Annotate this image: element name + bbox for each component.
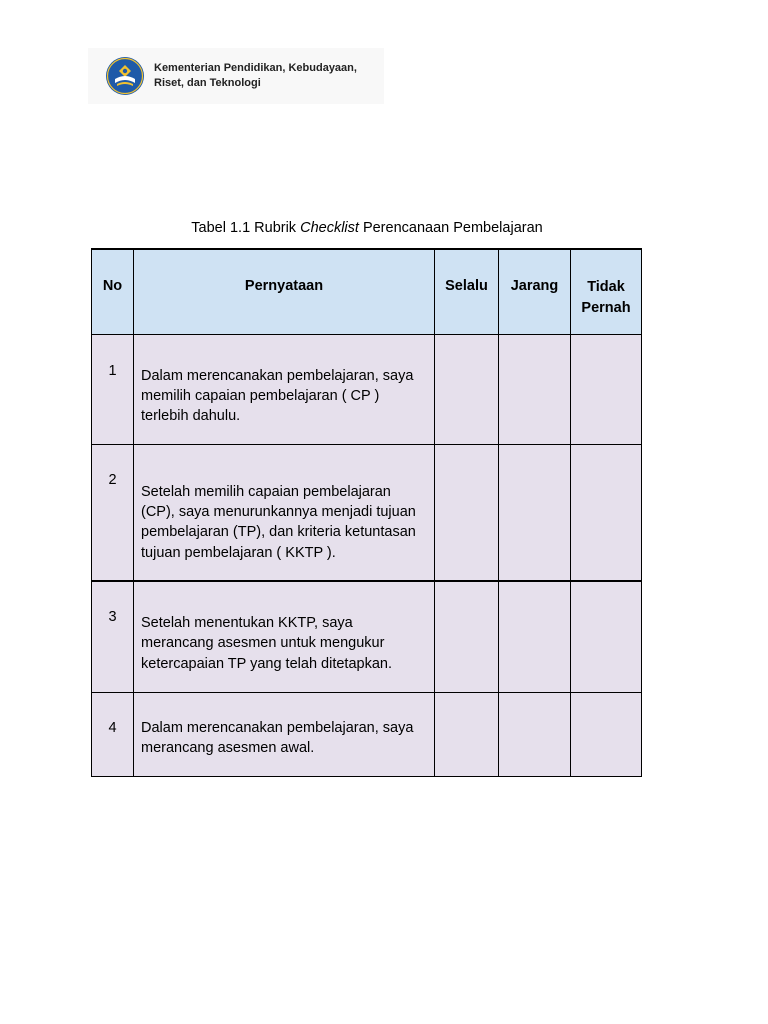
row-1-rarely-cell[interactable] — [499, 334, 571, 444]
header-always: Selalu — [435, 249, 499, 334]
ministry-name-line-1: Kementerian Pendidikan, Kebudayaan, — [154, 62, 357, 74]
statement-line: Setelah menentukan KKTP, saya — [141, 615, 353, 631]
row-statement — [134, 444, 435, 581]
statement-line: Setelah memilih capaian pembelajaran — [141, 483, 391, 500]
statement-line: Dalam merencanakan pembelajaran, saya — [141, 719, 414, 736]
statement-line: memilih capaian pembelajaran ( CP ) — [141, 387, 380, 404]
tut-wuri-handayani-emblem-icon — [105, 56, 145, 96]
statement-line: merancang asesmen awal. — [141, 739, 315, 756]
row-4-always-cell[interactable] — [435, 692, 499, 776]
row-number: 3 — [92, 581, 134, 692]
row-statement — [134, 692, 435, 776]
ministry-name — [154, 61, 357, 91]
statement-line: pembelajaran (TP), dan kriteria ketuntasan — [141, 524, 416, 541]
row-number: 1 — [92, 334, 134, 444]
row-2-always-cell[interactable] — [435, 444, 499, 581]
header-rarely: Jarang — [499, 249, 571, 334]
ministry-header — [88, 48, 384, 104]
row-4-rarely-cell[interactable] — [499, 692, 571, 776]
table-row — [92, 444, 642, 581]
row-3-never-cell[interactable] — [571, 581, 642, 692]
header-never — [571, 249, 642, 334]
header-statement: Pernyataan — [134, 249, 435, 334]
row-number: 2 — [92, 444, 134, 581]
statement-line: terlebih dahulu. — [141, 408, 241, 425]
header-no: No — [92, 249, 134, 334]
statement-line: merancang asesmen untuk mengukur — [141, 635, 385, 652]
caption-emphasis: Checklist — [300, 220, 359, 236]
ministry-name-line-2: Riset, dan Teknologi — [154, 77, 261, 89]
row-1-never-cell[interactable] — [571, 334, 642, 444]
statement-line: (CP), saya menurunkannya menjadi tujuan — [141, 503, 416, 520]
row-4-never-cell[interactable] — [571, 692, 642, 776]
table-row — [92, 581, 642, 692]
table-header-row — [92, 249, 642, 334]
header-never-line-2: Pernah — [581, 300, 631, 316]
row-3-always-cell[interactable] — [435, 581, 499, 692]
table-row — [92, 692, 642, 776]
row-2-never-cell[interactable] — [571, 444, 642, 581]
header-never-line-1: Tidak — [587, 279, 625, 295]
checklist-rubric-table — [91, 248, 642, 777]
row-number: 4 — [92, 692, 134, 776]
caption-suffix: Perencanaan Pembelajaran — [358, 220, 543, 236]
table-caption — [92, 219, 642, 237]
row-statement — [134, 334, 435, 444]
statement-line: ketercapaian TP yang telah ditetapkan. — [141, 655, 392, 672]
statement-line: tujuan pembelajaran ( KKTP ). — [141, 544, 336, 561]
caption-prefix: Tabel 1.1 Rubrik — [191, 220, 301, 236]
statement-line: Dalam merencanakan pembelajaran, saya — [141, 367, 414, 384]
row-3-rarely-cell[interactable] — [499, 581, 571, 692]
row-1-always-cell[interactable] — [435, 334, 499, 444]
table-row — [92, 334, 642, 444]
row-statement — [134, 581, 435, 692]
row-2-rarely-cell[interactable] — [499, 444, 571, 581]
